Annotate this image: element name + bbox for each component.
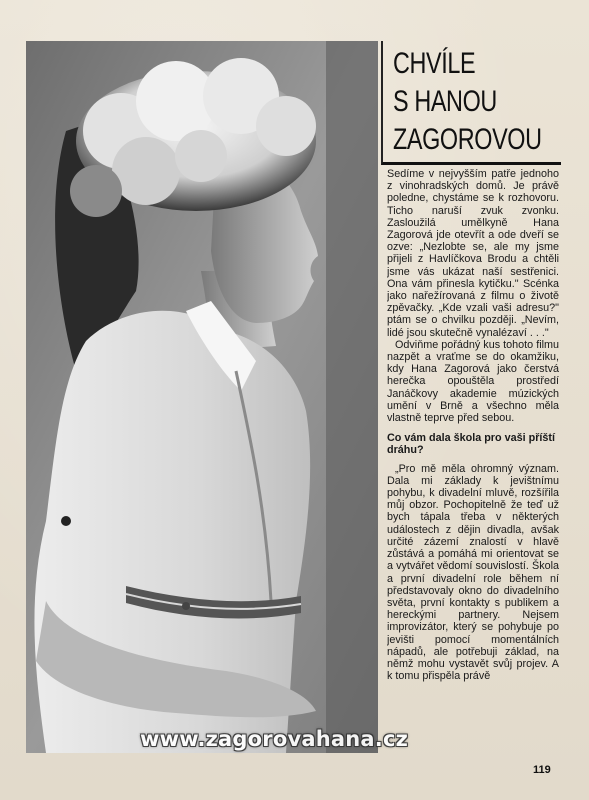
portrait-photo-graphic xyxy=(26,41,378,753)
article-title-line-1: CHVÍLE xyxy=(393,47,476,80)
answer-paragraph-1: „Pro mě měla ohromný význam. Dala mi základy k jevištnímu pohybu, k divadelní mluvě, rozšířila můj obzor. Pochopitelně že teď už bych tápala třeba v některých událostech z dějin divadla, avšak určité zázemí znalostí v hlavě zůstává a pomáhá mi orientovat se a vytvářet vědomí souvislostí. Škola a první divadelní role během ní představovaly okno do divadelního světa, první kontakty s publikem a hereckými partnery. Nejsem improvizátor, který se pohybuje po jevišti pomocí momentálních nápadů, ale potřebuji základ, na němž mohu vystavět svůj projev. A k tomu přispěla právě xyxy=(387,462,559,683)
intro-paragraph-1: Sedíme v nejvyšším patře jednoho z vinohradských domů. Je právě poledne, chystáme se k rozhovoru. Ticho naruší zvuk zvonku. Zasloužilá umělkyně Hana Zagorová jde otevřít a ode dveří se ozve: „Nezlobte se, ale my jsme přijeli z Havlíčkova Brodu a chtěli jsme vás ukázat naší sestřenici. Ona vám přinesla kytičku." Scénka jako nařežírovaná z filmu o životě zpěvačky. „Kde vzali vaši adresu?" ptám se o chvilku později. „Nevím, lidé jsou skutečně vynalézaví . . ." xyxy=(387,168,559,339)
interview-question: Co vám dala škola pro vaši příští dráhu? xyxy=(387,432,556,457)
intro-paragraph-2: Odviňme pořádný kus tohoto filmu nazpět a vraťme se do okamžiku, kdy Hana Zagorová jako čerstvá herečka opouštěla prostředí Janáčkovy akademie múzických umění v Brně a všechno měla vlastně teprve před sebou. xyxy=(387,338,559,425)
article-body xyxy=(387,168,559,763)
article-title-line-2: S HANOU xyxy=(393,85,497,118)
portrait-photo xyxy=(26,41,378,753)
article-title-line-3: ZAGOROVOU xyxy=(393,123,542,156)
article-title-block xyxy=(381,41,561,165)
website-watermark: www.zagorovahana.cz xyxy=(140,727,409,751)
page-number: 119 xyxy=(533,764,551,776)
